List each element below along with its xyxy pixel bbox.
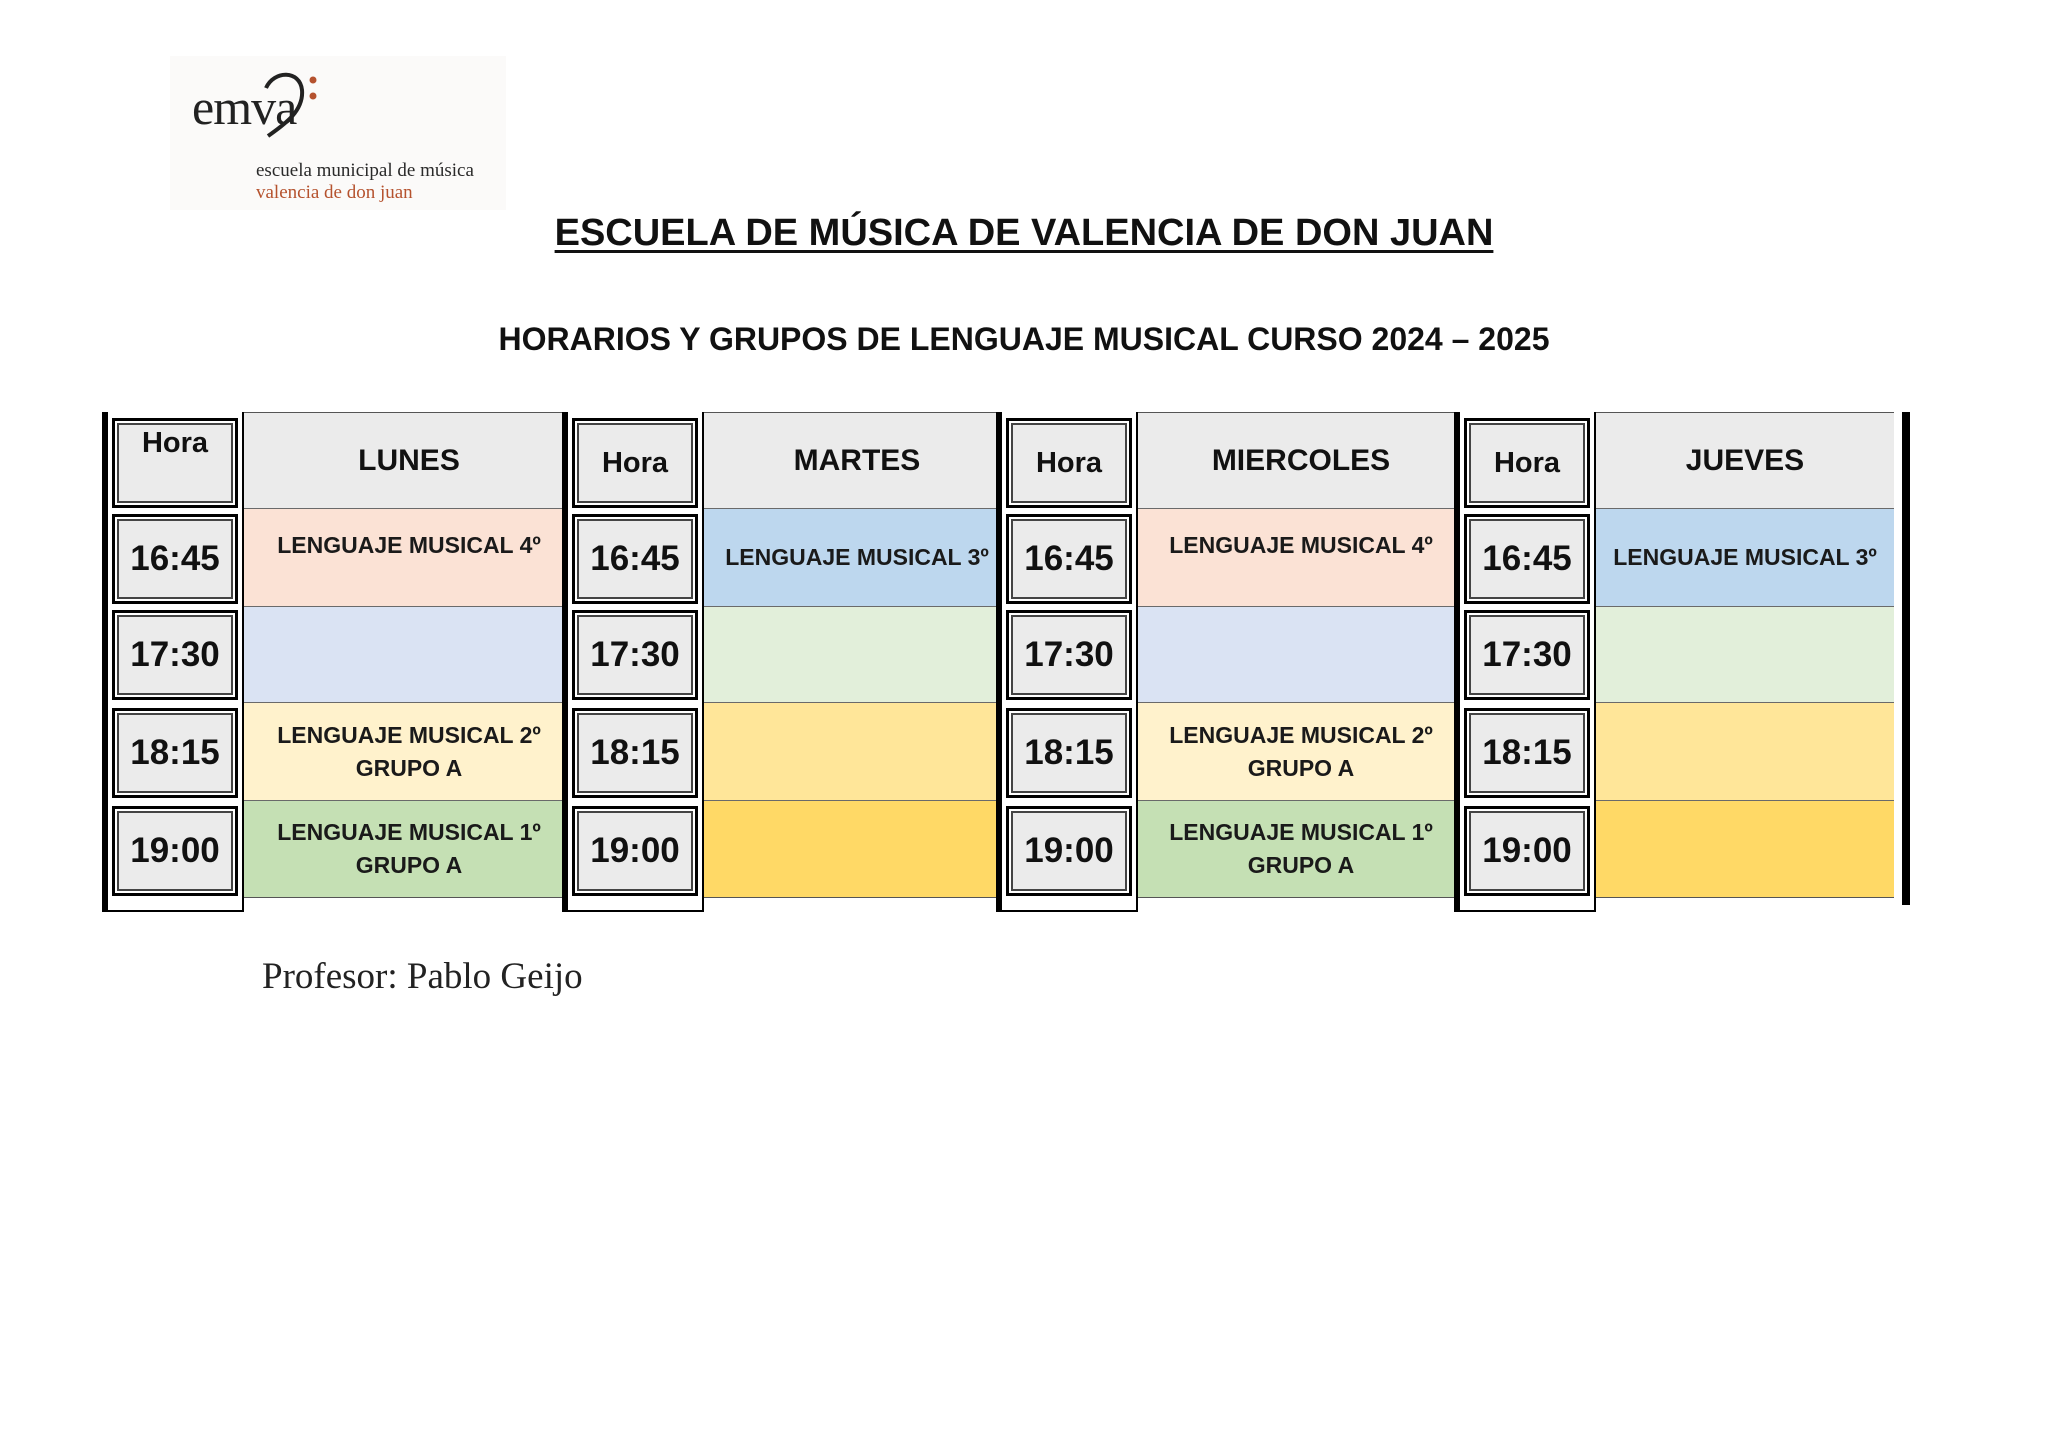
hora-header: Hora (1464, 418, 1590, 508)
class-cell (704, 606, 1010, 702)
time-cell: 18:15 (1006, 708, 1132, 798)
class-cell (244, 800, 574, 898)
hora-column (996, 412, 1138, 912)
time-cell: 19:00 (112, 806, 238, 896)
time-cell: 18:15 (572, 708, 698, 798)
class-cell (1138, 508, 1464, 606)
logo-wordmark: emva (192, 79, 297, 135)
class-cell (244, 606, 574, 702)
time-cell: 18:15 (1464, 708, 1590, 798)
class-cell (1596, 702, 1894, 800)
time-cell: 18:15 (112, 708, 238, 798)
day-column-martes (704, 412, 1010, 906)
class-cell (244, 508, 574, 606)
school-logo (170, 56, 506, 210)
class-label: LENGUAJE MUSICAL 4º (277, 532, 541, 558)
day-header: LUNES (244, 412, 574, 508)
class-label: LENGUAJE MUSICAL 1º GRUPO A (1169, 819, 1433, 878)
time-cell: 16:45 (572, 514, 698, 604)
class-label: LENGUAJE MUSICAL 2º GRUPO A (1169, 721, 1433, 781)
class-label: LENGUAJE MUSICAL 4º (1169, 532, 1433, 558)
day-header: JUEVES (1596, 412, 1894, 508)
class-cell (1138, 800, 1464, 898)
logo-line-1: escuela municipal de música (256, 160, 474, 181)
logo-line-2: valencia de don juan (256, 182, 413, 203)
class-cell (1596, 606, 1894, 702)
time-cell: 16:45 (1464, 514, 1590, 604)
table-right-border (1902, 412, 1910, 905)
time-cell: 19:00 (1464, 806, 1590, 896)
time-cell: 17:30 (572, 610, 698, 700)
class-cell (1138, 606, 1464, 702)
day-column-miercoles (1138, 412, 1464, 906)
hora-header: Hora (572, 418, 698, 508)
hora-column (562, 412, 704, 912)
page-subtitle: HORARIOS Y GRUPOS DE LENGUAJE MUSICAL CURSO 2024 – 2025 (498, 321, 1550, 357)
class-label: LENGUAJE MUSICAL 3º (725, 544, 989, 570)
schedule-table (102, 412, 1910, 912)
time-cell: 17:30 (1464, 610, 1590, 700)
class-cell (1596, 800, 1894, 898)
time-cell: 19:00 (572, 806, 698, 896)
time-cell: 17:30 (112, 610, 238, 700)
time-cell: 19:00 (1006, 806, 1132, 896)
day-header: MIERCOLES (1138, 412, 1464, 508)
day-column-lunes (244, 412, 574, 906)
class-label: LENGUAJE MUSICAL 1º GRUPO A (277, 819, 541, 878)
class-label: LENGUAJE MUSICAL 2º GRUPO A (277, 721, 541, 781)
class-cell (704, 702, 1010, 800)
class-label: LENGUAJE MUSICAL 3º (1613, 544, 1877, 570)
hora-column (1454, 412, 1596, 912)
hora-header: Hora (1006, 418, 1132, 508)
day-header: MARTES (704, 412, 1010, 508)
time-cell: 16:45 (1006, 514, 1132, 604)
class-cell (704, 508, 1010, 606)
day-column-jueves (1596, 412, 1894, 906)
page-title: ESCUELA DE MÚSICA DE VALENCIA DE DON JUAN (554, 212, 1494, 254)
hora-header: Hora (112, 418, 238, 508)
time-cell: 16:45 (112, 514, 238, 604)
class-cell (704, 800, 1010, 898)
class-cell (244, 702, 574, 800)
hora-column (102, 412, 244, 912)
teacher-name: Profesor: Pablo Geijo (262, 956, 583, 997)
class-cell (1138, 702, 1464, 800)
time-cell: 17:30 (1006, 610, 1132, 700)
class-cell (1596, 508, 1894, 606)
